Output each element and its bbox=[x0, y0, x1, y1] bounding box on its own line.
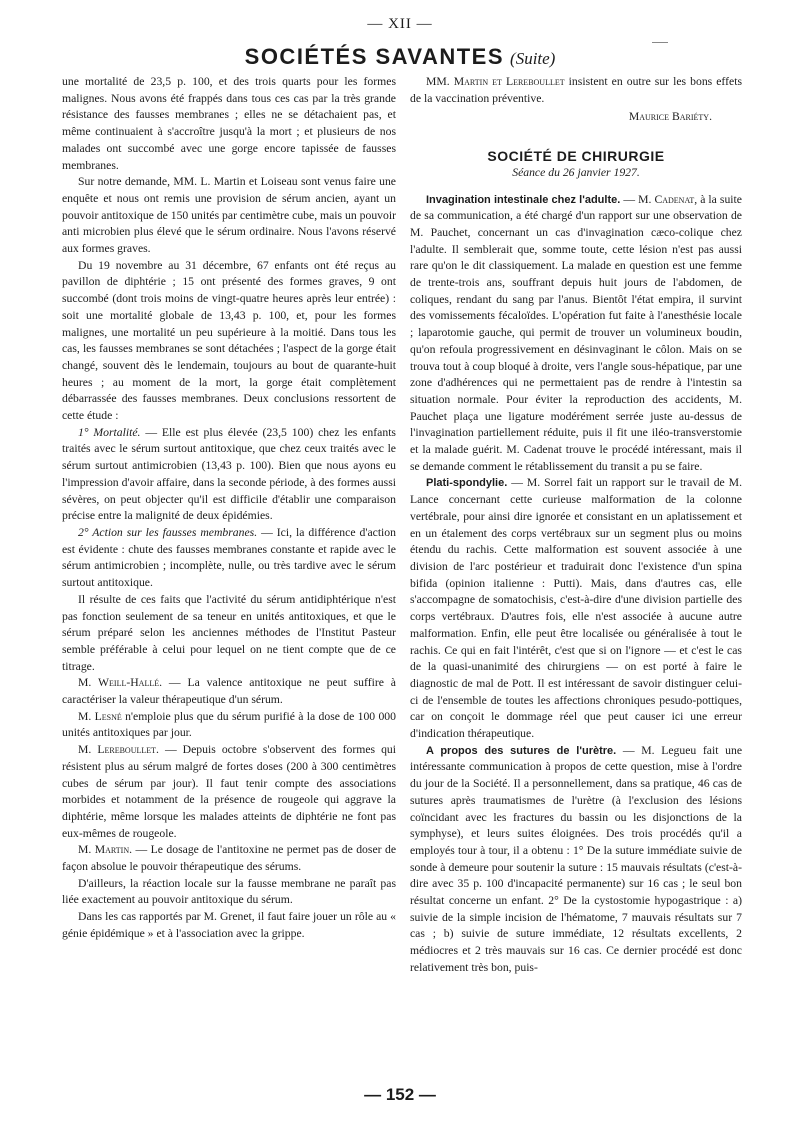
author-signature: Maurice Bariéty. bbox=[628, 110, 712, 124]
paragraph: Dans les cas rapportés par M. Grenet, il faut faire jouer un rôle au « génie épidémique » et à l'association avec la grippe. bbox=[62, 910, 396, 940]
paragraph: Sur notre demande, MM. L. Martin et Loiseau sont venus faire une enquête et nous ont remis une provision de sérum ancien, ayant un pouvoir antitoxique de 150 unités par centimètre cube, mais un pouvoir anti microbien plus élevé que le sérum ordinaire. Nous l'avons réservé aux formes graves. bbox=[62, 175, 396, 256]
section-header bbox=[0, 44, 800, 70]
left-column bbox=[62, 74, 396, 943]
speaker-name: M. Martin. bbox=[78, 843, 133, 857]
paragraph-body: , à la suite de sa communication, a été chargé d'un rapport sur une observation de M. Pauchet, concernant un cas d'invagination cæco-colique chez l'adulte. Il semblerait que, somme toute, cette lésion n'est pas aussi rare qu'on le dit classiquement. La malade en question est une femme de trente-trois ans, souffrant depuis huit jours de l'abdomen, de coliques, rendant du sang par l'anus. Bientôt l'état empira, il survint des vomissements fécaloïdes. L'opération fut faite à l'anesthésie locale ; laparotomie gauche, qui permit de trouver un volumineux boudin, qu'on refoula progressivement en désinvaginant le côlon. Mais on se trouva tout à coup bloqué à droite, vers l'angle sous-hépatique, par une zone d'adhérences qui ne permettaient pas de rendre à l'intestin sa situation normale. Pour éviter la reproduction des accidents, M. Pauchet plaça une ligature modérément serrée juste au-dessus de l'invagination partiellement réduite, puis il fit une iléo-transverstomie et la malade guérit. M. Cadenat trouve le procédé intéressant, mais il se demande comment le rétablissement du transit a pu se faire. bbox=[410, 192, 742, 473]
paragraph: D'ailleurs, la réaction locale sur la fausse membrane ne paraît pas liée exactement au pouvoir antitoxique du sérum. bbox=[62, 876, 396, 907]
paragraph bbox=[410, 74, 742, 107]
paragraph-body: — M. Sorrel fait un rapport sur le travail de M. Lance concernant cette curieuse malformation de la colonne vertébrale, pour ainsi dire ignorée et consistant en un aplatissement et en un étalement des corps vertébraux sur un segment plus ou moins étendu du rachis. Cette malformation est souvent associée à une division de l'arc postérieur et traduirait donc l'existence d'un spina bifida (opinion italienne : Putti). Mais, dans d'autres cas, elle s'accompagne de somatochisis, c'est-à-dire d'une division partielle des corps vertébraux. D'autres fois, elle n'est associée à aucune autre malformation. Enfin, elle peut être localisée ou généralisée à tout le rachis. Ce qui en fait l'intérêt, c'est que si on l'ignore — et c'est le cas de la quasi-unanimité des chirurgiens — on est porté à faire le diagnostic de mal de Pott. Il est intéressant de savoir distinguer celui-ci de l'ensemble de toutes les affections chroniques pesudo-pottiques, car on conçoit le dommage réel que peut causer ici une erreur d'indication thérapeutique. bbox=[410, 476, 742, 741]
paragraph bbox=[62, 842, 396, 875]
speaker-name: M. Lereboullet. bbox=[78, 743, 159, 757]
paragraph: Il résulte de ces faits que l'activité du sérum antidiphtérique n'est pas fonction seulement de sa teneur en unités antitoxiques, et que le sérum préparé selon les anciennes méthodes de l'Institut Pasteur semble préférable à celui pour lequel on ne tient compte que de ce titrage. bbox=[62, 592, 396, 673]
paragraph bbox=[62, 675, 396, 708]
article-heading: Plati-spondylie. bbox=[426, 477, 508, 490]
paragraph-body: — Ici, la différence d'action est évidente : chute des fausses membranes constante et rapide avec le sérum antimicrobien ; incomplète, nulle, ou très tardive avec le sérum surtout antitoxique. bbox=[62, 525, 396, 590]
page-number: — 152 — bbox=[364, 1085, 436, 1104]
paragraph-body: — M. Legueu fait une intéressante communication à propos de cette question, mise à l'ordre du jour de la Société. Il a personnellement, dans sa pratique, 46 cas de sutures après traumatismes de l'urètre (à l'exclusion des lésions coïncidant avec les fractures du bassin ou les disjonctions de la symphyse), et leurs suites éloignées. Des trois procédés qu'il a employés tour à tour, il a obtenu : 1° De la suture immédiate suivie de sonde à demeure pour soutenir la suture : 15 mauvais résultats (c'est-à-dire avec 35 p. 100 d'incapacité permanente) sur 16 cas ; le seul bon résultat concerne un enfant. 2° De la cystostomie hypogastrique : a) suivie de la simple incision de l'hématome, 7 mauvais résultats sur 7 cas ; b) suivie de suture immédiate, 12 résultats excellents, 2 médiocres et 2 très mauvais sur 16 cas. Ce dernier procédé est donc relativement très bon, puis- bbox=[410, 743, 743, 974]
paragraph bbox=[410, 475, 742, 742]
society-title: SOCIÉTÉ DE CHIRURGIE bbox=[487, 148, 665, 165]
roman-folio: — XII — bbox=[367, 16, 433, 32]
paragraph bbox=[62, 742, 396, 842]
paragraph-body: insistent en outre sur les bons effets de la vaccination préventive. bbox=[410, 75, 742, 105]
paragraph-body: — Le dosage de l'antitoxine ne permet pas de doser de façon absolue le pouvoir thérapeutique des sérums. bbox=[62, 843, 397, 874]
paragraph-body: — Elle est plus élevée (23,5 100) chez les enfants traités avec le sérum surtout antitoxique, que chez ceux traités avec le sérum surtout antimicrobien (13,43 p. 100). Bien que nous ayons eu l'impression d'avoir affaire, dans la seconde période, à des formes aussi sévères, on peut objecter qu'il est difficile d'établir une comparaison précise entre la malignité de deux épidémies. bbox=[62, 425, 396, 523]
paragraph-lead: 1° Mortalité. bbox=[78, 425, 141, 439]
paragraph bbox=[62, 425, 396, 525]
speaker-name: Cadenat bbox=[654, 192, 695, 206]
paragraph-body: — Depuis octobre s'observent des formes qui résistent plus au sérum malgré de fortes doses (200 à 300 centimètres cubes de sérum par jour). Il faut tenir compte des associations morbides et notamment de la présence de rougeole qui aggrave la diphtérie, même lorsque les malades atteints de diphtérie ne font pas eux-mêmes de rougeole. bbox=[62, 743, 397, 840]
section-title: SOCIÉTÉS SAVANTES bbox=[244, 44, 505, 69]
paragraph bbox=[62, 525, 396, 592]
paragraph-body: n'emploie plus que du sérum purifié à la dose de 100 000 unités antitoxiques par jour. bbox=[62, 709, 396, 740]
speaker-name: MM. Martin et Lereboullet bbox=[426, 75, 565, 88]
session-date: Séance du 26 janvier 1927. bbox=[512, 165, 640, 179]
paragraph bbox=[410, 192, 742, 476]
paragraph-body: — M. bbox=[620, 192, 655, 206]
paragraph bbox=[62, 709, 396, 742]
article-heading: Invagination intestinale chez l'adulte. bbox=[426, 193, 621, 206]
paragraph: une mortalité de 23,5 p. 100, et des trois quarts pour les formes malignes. Nous avons été frappés dans tous ces cas par la très grande résistance des fausses membranes ; elles ne se détachaient pas, et même continuaient à s'accroître jusqu'à la mort ; et plusieurs de nos malades ont succombé avec une gorge encore tapissée de fausses membranes. bbox=[62, 75, 396, 172]
paragraph-lead: 2° Action sur les fausses membranes. bbox=[78, 525, 258, 539]
paragraph: Du 19 novembre au 31 décembre, 67 enfants ont été reçus au pavillon de diphtérie ; 15 ont présenté des formes graves, 9 ont succombé (dont trois moins de vingt-quatre heures après leur entrée) : soit une mortalité globale de 13,43 p. 100, et, pour les formes malignes, une mortalité un peu supérieure à la moitié. Dans tous les cas, les fausses membranes se sont détachées ; l'aspect de la gorge était changé, souvent dès le lendemain, toujours au bout de quarante-huit heures ; au moment de la mort, la gorge était complètement débarrassée des fausses membranes. Deux conclusions ressortent de cette étude : bbox=[62, 258, 396, 423]
section-suite: (Suite) bbox=[510, 49, 556, 68]
article-heading: A propos des sutures de l'urètre. bbox=[426, 744, 617, 757]
paragraph-body: — La valence antitoxique ne peut suffire à caractériser la valeur thérapeutique d'un sérum. bbox=[62, 676, 396, 707]
paragraph bbox=[410, 743, 742, 977]
speaker-name: M. Lesné bbox=[78, 709, 122, 723]
speaker-name: M. Weill-Hallé. bbox=[78, 676, 163, 690]
right-column bbox=[410, 74, 742, 977]
